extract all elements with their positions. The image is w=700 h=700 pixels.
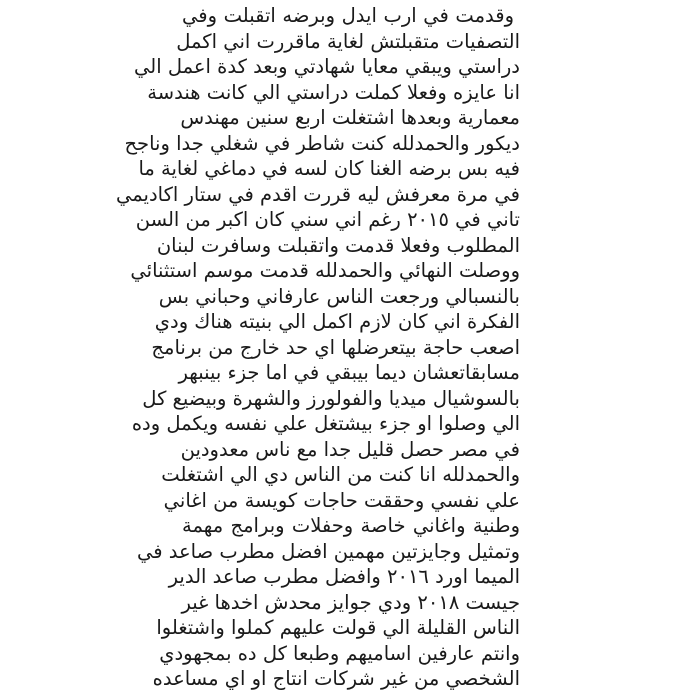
text-line: في مصر حصل قليل جدا مع ناس معدودين [180, 437, 520, 461]
text-line: الفكرة اني كان لازم اكمل الي بنيته هناك ودي [154, 310, 520, 334]
text-line: تاني في ٢٠١٥ رغم اني سني كان اكبر من السن [135, 208, 520, 232]
text-line: الميما اورد ٢٠١٦ وافضل مطرب صاعد الدير [168, 565, 520, 589]
text-line: اصعب حاجة بيتعرضلها اي حد خارج من برنامج [151, 335, 520, 359]
text-line: وانتم عارفين اساميهم وطبعا كل ده بمجهودي [159, 641, 520, 665]
text-line: جيست ٢٠١٨ ودي جوايز محدش اخدها غير [181, 590, 520, 614]
text-line: وقدمت في ارب ايدل وبرضه اتقبلت وفي [182, 4, 514, 27]
arabic-text-block [116, 3, 520, 692]
text-line: الناس القليلة الي قولت عليهم كملوا واشتغلوا [156, 616, 520, 640]
text-line: في مرة معرفش ليه قررت اقدم في ستار اكاديمي [116, 182, 520, 206]
text-line: الشخصي من غير شركات انتاج او اي مساعده [152, 667, 520, 691]
text-line: مسابقاتعشان ديما بيبقي في اما جزء بينبهر [178, 361, 520, 385]
text-line: التصفيات متقبلتش لغاية ماقررت اني اكمل [176, 29, 520, 53]
text-line: وتمثيل وجايزتين مهمين افضل مطرب صاعد في [137, 539, 520, 563]
text-line: بالنسبالي ورجعت الناس عارفاني وحباني بس [158, 284, 520, 308]
text-line: وطنية واغاني خاصة وحفلات وبرامج مهمة [182, 514, 520, 538]
text-line: بالسوشيال ميديا والفولورز والشهرة وبيضيع كل [142, 386, 520, 410]
text-line: ديكور والحمدلله كنت شاطر في شغلي جدا وناجح [124, 131, 520, 155]
text-line: دراستي ويبقي معايا شهادتي وبعد كدة اعمل الي [134, 55, 520, 79]
text-line: المطلوب وفعلا قدمت واتقبلت وسافرت لبنان [156, 233, 520, 257]
text-line: ووصلت النهائي والحمدلله قدمت موسم استثنائي [130, 259, 520, 283]
text-line: الي وصلوا او جزء بيشتغل علي نفسه ويكمل وده [131, 412, 520, 436]
text-line: والحمدلله انا كنت من الناس دي الي اشتغلت [161, 463, 520, 487]
text-line: معمارية وبعدها اشتغلت اربع سنين مهندس [180, 106, 520, 130]
text-line: علي نفسي وحققت حاجات كويسة من اغاني [163, 488, 520, 512]
text-line: انا عايزه وفعلا كملت دراستي الي كانت هندسة [147, 80, 520, 104]
text-line: فيه بس برضه الغنا كان لسه في دماغي لغاية ما [138, 157, 520, 181]
